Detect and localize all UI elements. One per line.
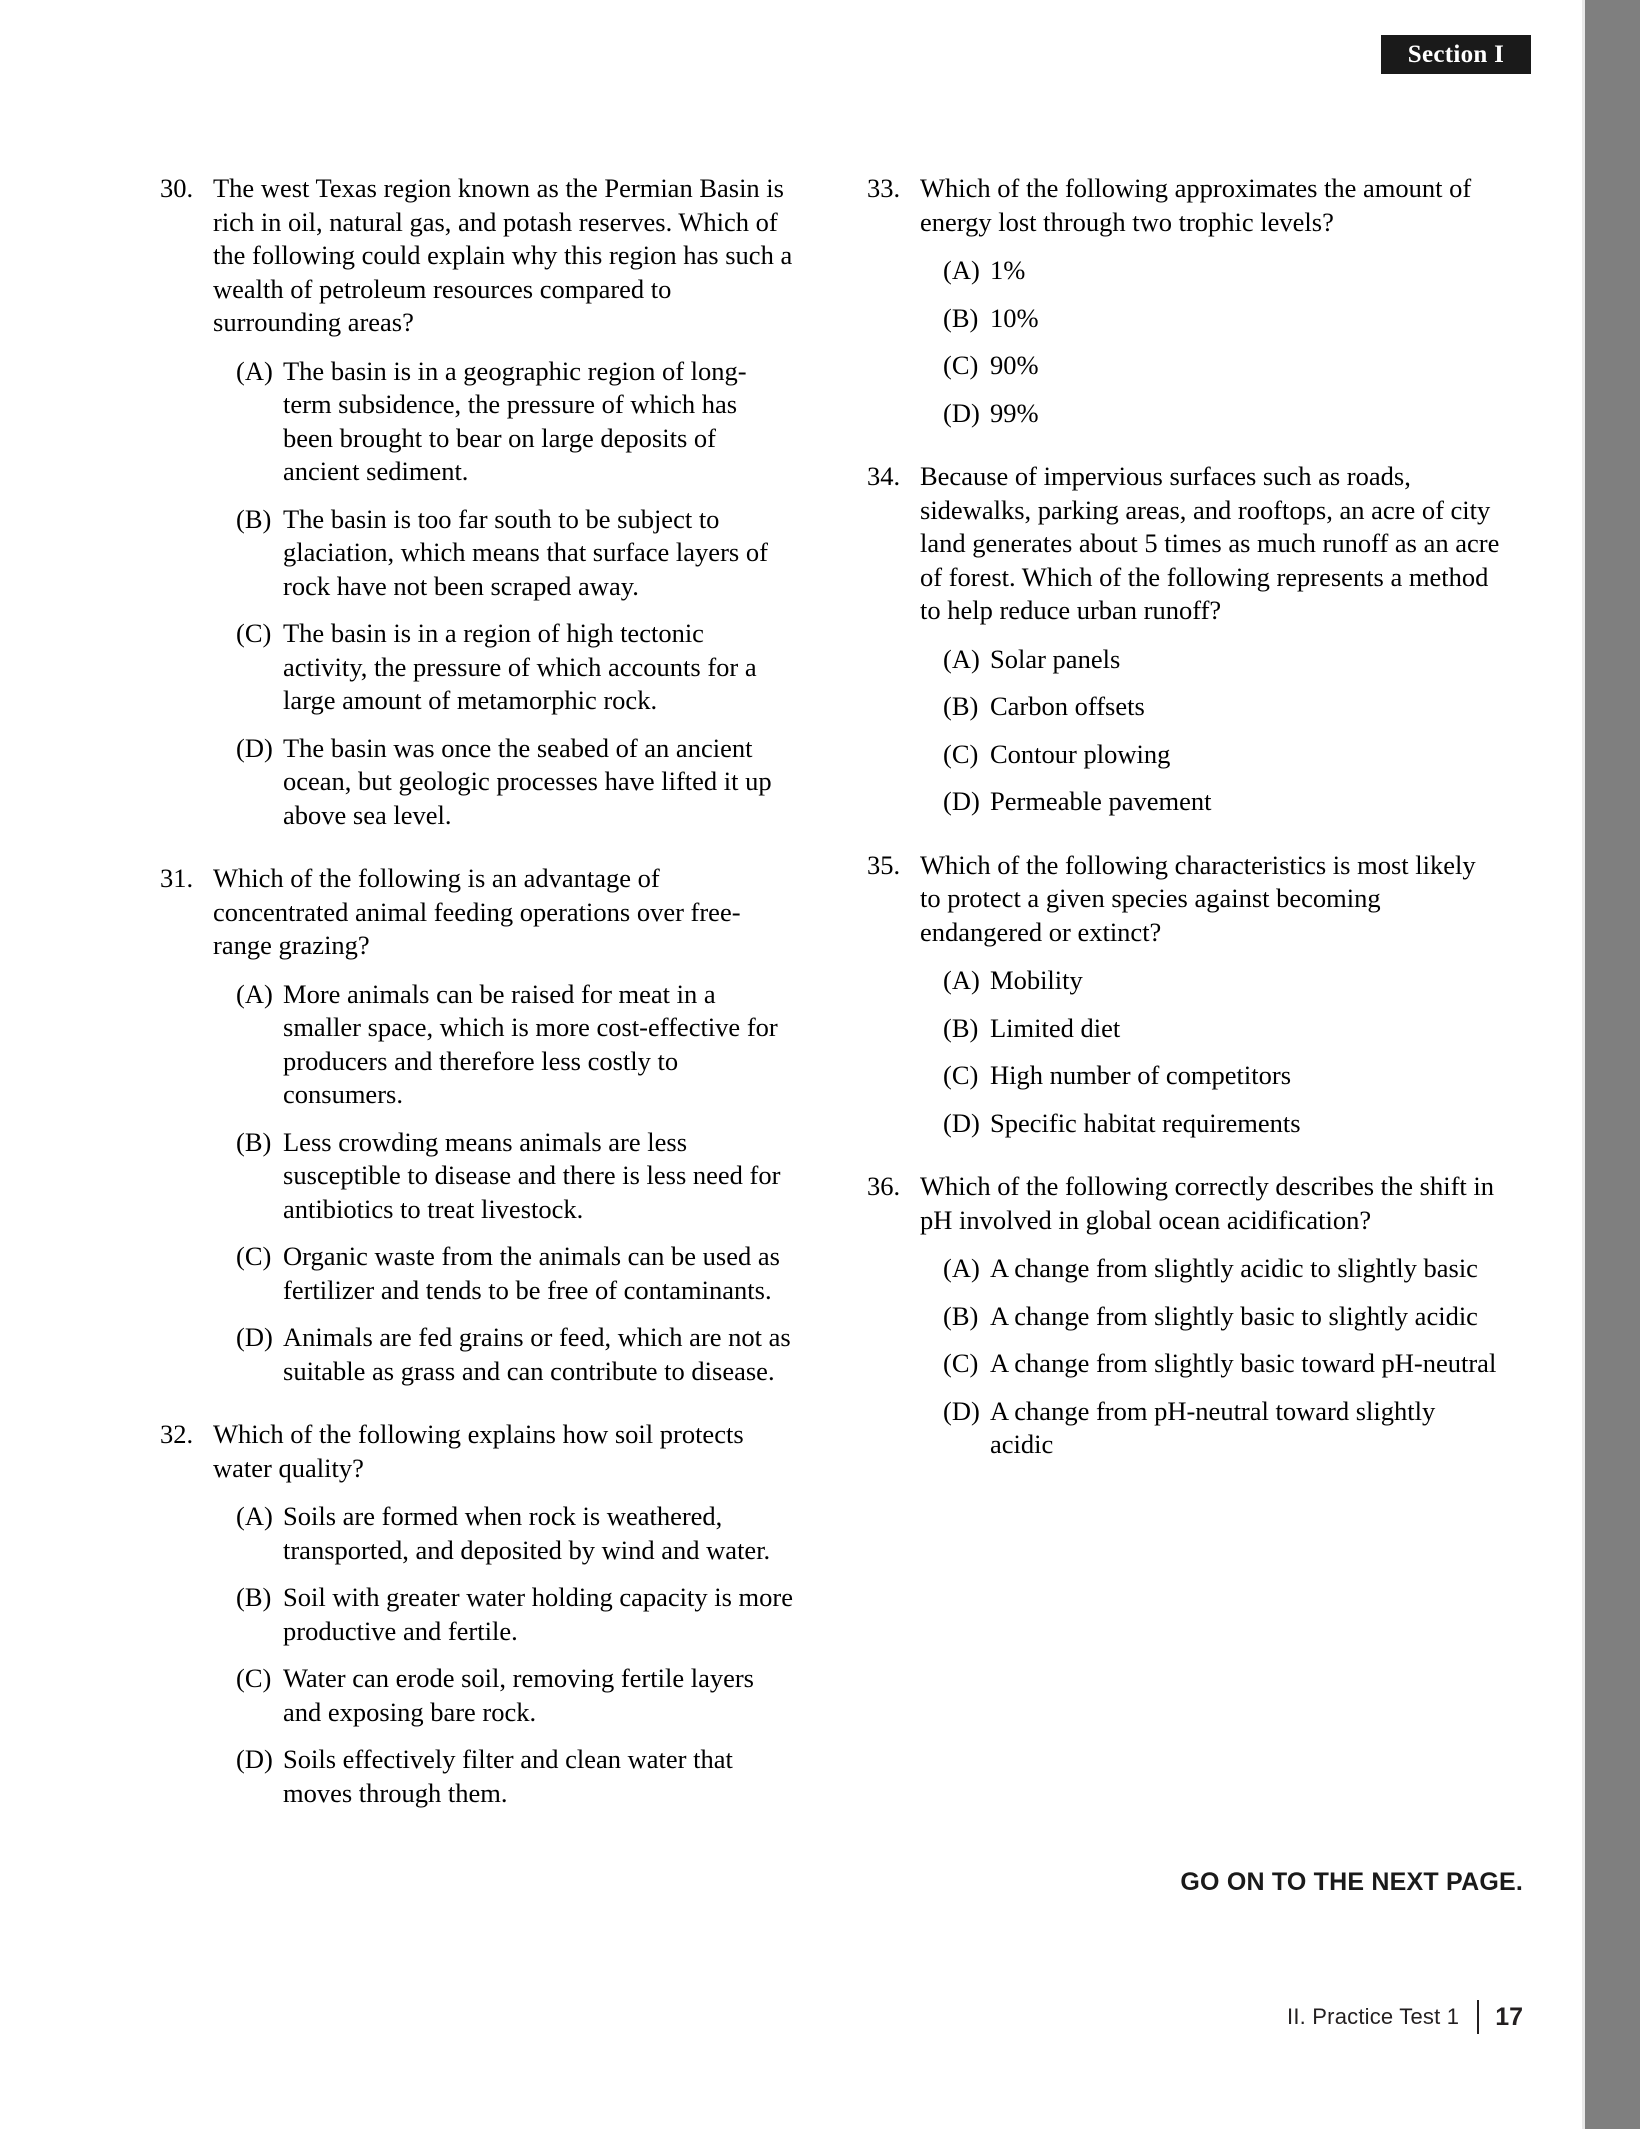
answer-option-letter: (B)	[236, 503, 272, 534]
answer-option-letter: (D)	[943, 397, 980, 428]
answer-option[interactable]	[867, 964, 1500, 998]
question-block	[867, 1170, 1500, 1462]
answer-option-text: The basin is in a region of high tectonic activity, the pressure of which accounts for a large amount of metamorphic rock.	[283, 618, 757, 715]
question-stem-row	[867, 1170, 1500, 1237]
answer-option-letter: (D)	[236, 732, 273, 763]
answer-option-text: Contour plowing	[990, 738, 1171, 769]
answer-option-letter: (A)	[236, 978, 273, 1009]
answer-option-text: Carbon offsets	[990, 691, 1145, 721]
question-block	[867, 172, 1500, 430]
answer-option-text: Soils effectively filter and clean water that moves through them.	[283, 1744, 733, 1808]
answer-option[interactable]	[160, 1743, 793, 1810]
answer-option-text: High number of competitors	[990, 1060, 1292, 1090]
answer-option-letter: (D)	[943, 1395, 980, 1426]
question-number: 34.	[867, 461, 901, 491]
answer-option-letter: (A)	[943, 1253, 980, 1283]
question-stem-row	[867, 460, 1500, 628]
footer-section-label: II. Practice Test 1	[1287, 2004, 1460, 2029]
answer-option-text: 99%	[990, 397, 1039, 428]
answer-option-text: 10%	[990, 302, 1039, 333]
question-stem-row	[160, 862, 793, 963]
answer-options	[867, 254, 1500, 430]
answer-option-text: Solar panels	[990, 643, 1121, 674]
question-number: 33.	[867, 173, 901, 203]
answer-option[interactable]	[160, 1126, 793, 1227]
answer-option-text: A change from slightly basic to slightly acidic	[990, 1300, 1478, 1331]
question-number: 36.	[867, 1171, 901, 1201]
answer-option-text: The basin is in a geographic region of long-term subsidence, the pressure of which has been brought to bear on large deposits of ancient sediment.	[283, 355, 747, 486]
footer-divider	[1477, 2000, 1479, 2034]
question-block	[160, 862, 793, 1388]
answer-options	[867, 1252, 1500, 1462]
question-stem-row	[160, 172, 793, 340]
answer-options	[867, 964, 1500, 1140]
answer-option[interactable]	[867, 397, 1500, 431]
answer-option[interactable]	[160, 1321, 793, 1388]
answer-option-letter: (C)	[943, 1060, 979, 1090]
answer-option-letter: (D)	[943, 1107, 980, 1138]
answer-option-letter: (B)	[943, 691, 979, 721]
answer-option-text: Permeable pavement	[990, 786, 1212, 816]
answer-option-text: Less crowding means animals are less susceptible to disease and there is less need for antibiotics to treat livestock.	[283, 1126, 781, 1224]
answer-option-text: 1%	[990, 255, 1026, 285]
answer-option-letter: (B)	[943, 302, 979, 333]
page-footer	[1287, 2000, 1523, 2034]
answer-option-text: Water can erode soil, removing fertile layers and exposing bare rock.	[283, 1663, 754, 1727]
answer-option[interactable]	[160, 1581, 793, 1648]
question-stem: Which of the following approximates the amount of energy lost through two trophic levels?	[920, 173, 1472, 237]
answer-option-letter: (A)	[943, 255, 980, 285]
answer-option[interactable]	[867, 1395, 1500, 1462]
question-stem: Which of the following correctly describes the shift in pH involved in global ocean acidification?	[920, 1171, 1494, 1235]
answer-option[interactable]	[160, 1500, 793, 1567]
question-block	[867, 849, 1500, 1141]
answer-option[interactable]	[867, 1347, 1500, 1381]
answer-option-letter: (A)	[236, 355, 273, 386]
answer-option-text: The basin is too far south to be subject to glaciation, which means that surface layers of rock have not been scraped away.	[283, 503, 768, 601]
answer-option[interactable]	[867, 1252, 1500, 1286]
question-columns	[0, 172, 1582, 1808]
answer-option-letter: (D)	[943, 786, 980, 816]
question-stem: Which of the following explains how soil protects water quality?	[213, 1419, 744, 1483]
answer-option[interactable]	[160, 978, 793, 1112]
answer-options	[867, 643, 1500, 819]
answer-option[interactable]	[160, 1662, 793, 1729]
answer-option-letter: (C)	[943, 1348, 979, 1378]
answer-option[interactable]	[867, 1012, 1500, 1046]
answer-options	[160, 978, 793, 1389]
answer-option-letter: (D)	[236, 1322, 273, 1352]
answer-option-letter: (A)	[236, 1501, 273, 1531]
answer-option-letter: (C)	[236, 1241, 272, 1271]
go-on-notice: GO ON TO THE NEXT PAGE.	[1180, 1868, 1523, 1896]
answer-option[interactable]	[867, 349, 1500, 383]
question-column-left	[160, 172, 793, 1840]
answer-option-text: Soils are formed when rock is weathered, transported, and deposited by wind and water.	[283, 1501, 771, 1565]
answer-option-letter: (B)	[943, 1012, 979, 1043]
answer-option[interactable]	[867, 643, 1500, 677]
answer-option-text: A change from slightly acidic to slightly basic	[990, 1253, 1478, 1283]
answer-option-letter: (C)	[236, 618, 272, 648]
question-number: 32.	[160, 1419, 194, 1449]
answer-option[interactable]	[867, 1107, 1500, 1141]
answer-option[interactable]	[160, 617, 793, 718]
section-header-badge	[1381, 35, 1531, 74]
answer-option-letter: (B)	[943, 1300, 979, 1331]
question-number: 35.	[867, 849, 901, 880]
answer-option-text: A change from pH-neutral toward slightly acidic	[990, 1395, 1436, 1459]
answer-option-text: Limited diet	[990, 1012, 1121, 1043]
answer-option[interactable]	[160, 1240, 793, 1307]
answer-option-letter: (C)	[236, 1663, 272, 1693]
question-column-right	[867, 172, 1500, 1492]
answer-options	[160, 355, 793, 833]
answer-option-text: Specific habitat requirements	[990, 1107, 1301, 1138]
answer-option-text: The basin was once the seabed of an ancient ocean, but geologic processes have lifted it up above sea level.	[283, 732, 772, 830]
answer-option-letter: (A)	[943, 965, 980, 995]
answer-option-text: Organic waste from the animals can be used as fertilizer and tends to be free of contaminants.	[283, 1241, 780, 1305]
answer-option-text: Soil with greater water holding capacity is more productive and fertile.	[283, 1582, 793, 1646]
answer-option-letter: (B)	[236, 1582, 272, 1612]
question-block	[867, 460, 1500, 819]
question-stem: The west Texas region known as the Permian Basin is rich in oil, natural gas, and potash reserves. Which of the following could explain why this region has such a wealth of petroleum resources compared to surrounding areas?	[213, 173, 793, 337]
question-stem: Because of impervious surfaces such as roads, sidewalks, parking areas, and rooftops, an acre of city land generates about 5 times as much runoff as an acre of forest. Which of the following represents a method to help reduce urban runoff?	[920, 461, 1500, 625]
question-stem-row	[160, 1418, 793, 1485]
answer-option-text: Mobility	[990, 965, 1083, 995]
answer-option-text: A change from slightly basic toward pH-neutral	[990, 1348, 1497, 1378]
question-number: 31.	[160, 863, 194, 893]
question-stem: Which of the following is an advantage of concentrated animal feeding operations over free-range grazing?	[213, 863, 741, 960]
question-stem: Which of the following characteristics is most likely to protect a given species against becoming endangered or extinct?	[920, 849, 1476, 947]
answer-option-letter: (D)	[236, 1744, 273, 1774]
answer-option-letter: (C)	[943, 350, 979, 380]
answer-option[interactable]	[867, 785, 1500, 819]
answer-option[interactable]	[160, 503, 793, 604]
answer-option[interactable]	[160, 355, 793, 489]
answer-option[interactable]	[867, 254, 1500, 288]
answer-option[interactable]	[867, 302, 1500, 336]
question-number: 30.	[160, 173, 194, 203]
answer-option[interactable]	[867, 1300, 1500, 1334]
answer-option-text: 90%	[990, 350, 1039, 380]
footer-page-number: 17	[1495, 2002, 1523, 2031]
answer-option-letter: (B)	[236, 1126, 272, 1157]
question-block	[160, 172, 793, 832]
answer-option-letter: (A)	[943, 643, 980, 674]
answer-option[interactable]	[867, 738, 1500, 772]
answer-options	[160, 1500, 793, 1810]
answer-option[interactable]	[867, 1059, 1500, 1093]
question-stem-row	[867, 172, 1500, 239]
answer-option[interactable]	[867, 690, 1500, 724]
question-stem-row	[867, 849, 1500, 950]
answer-option-letter: (C)	[943, 738, 979, 769]
question-block	[160, 1418, 793, 1810]
page-edge-bar	[1582, 0, 1640, 2129]
answer-option-text: More animals can be raised for meat in a smaller space, which is more cost-effective for producers and therefore less costly to consumers.	[283, 978, 778, 1109]
answer-option[interactable]	[160, 732, 793, 833]
section-header-label: Section I	[1407, 40, 1505, 68]
answer-option-text: Animals are fed grains or feed, which are not as suitable as grass and can contribute to disease.	[283, 1322, 791, 1386]
